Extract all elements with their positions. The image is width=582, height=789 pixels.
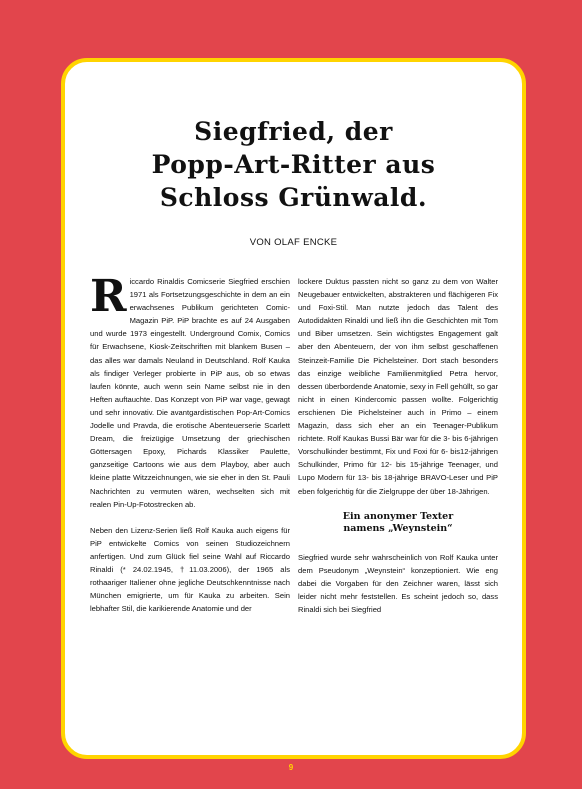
right-paragraph-2: Siegfried wurde sehr wahrscheinlich von Rolf Kauka unter dem Pseudonym „Weynstein“ konzeptioniert. Wie eng dabei die Vorgaben für den Zeichner waren, lässt sich leider nicht mehr feststellen. Es scheint jedoch so, dass Rinaldi sich bei Siegfried — [298, 552, 498, 614]
left-paragraph-1-text: iccardo Rinaldis Comicserie Siegfried erschien 1971 als Fortsetzungsgeschichte in dem an ein erwachsenes Publikum gerichteten Comic-Magazin PiP. PiP brachte es auf 24 Ausgaben und wurde 1973 eingestellt. Underground Comix, Comics für Erwachsene, Kiosk-Zeitschriften mit blankem Busen – das alles war damals Neuland in Deutschland. Rolf Kauka als findiger Verleger probierte in PiP aus, ob so etwas laufen könnte, auch wenn sein Name selbst nie in den Heften auftauchte. Das Konzept von PiP war vage, gewagt und sehr innovativ. Die avantgardistischen Pop-Art-Comics Jodelle und Pravda, die erotische Abenteuerserie Scarlett Dream, die freizügige Umsetzung der griechischen Göttersagen Epoxy, Pichards Klassiker Paulette, ganzseitige Cartoons wie aus dem Playboy, aber auch kleine platte Witzzeichnungen, wie sie eher in den St. Pauli Nachrichten zu vermuten wären, wechselten sich mit realen Pin-Up-Fotostrecken ab. — [90, 277, 290, 509]
drop-cap: R — [90, 271, 127, 322]
title-line-2: Popp-Art-Ritter aus — [151, 150, 436, 179]
article-title — [65, 115, 522, 214]
left-paragraph-1 — [90, 271, 290, 511]
page-number: 9 — [288, 763, 294, 772]
byline: VON OLAF ENCKE — [249, 237, 338, 248]
right-paragraph-1: lockere Duktus passten nicht so ganz zu dem von Walter Neugebauer entwickelten, abstrakteren und flächigeren Fix und Foxi-Stil. Man nutzte jedoch das Talent des Autodidakten Rinaldi und ließ ihn die Geschichten mit Tom und Biber umsetzen. Sein wichtigstes Engagement galt aber den Abenteuern, der von ihm selbst geschaffenen Steinzeit-Familie Die Pichelsteiner. Dort stach besonders das einzige weibliche Familienmitglied Petra hervor, dessen überbordende Anatomie, sexy in Fell gehüllt, so gar nicht in einen Kindercomic passen wollte. Folgerichtig erschienen Die Pichelsteiner auch in Primo – einem Magazin, dass sich eher an ein Teenager-Publikum richtete. Rolf Kaukas Bussi Bär war für die 3- bis 6-jährigen Vorschulkinder bestimmt, Fix und Foxi für 6- bis12-jährigen Schulkinder, Primo für 12- bis 15-jährige Teenager, und Lupo Modern für 13- bis 18-jährige BRAVO-Leser und PiP eben folgerichtig für die Zielgruppe der über 18-Jährigen. — [298, 277, 498, 496]
right-column — [298, 275, 498, 629]
subheading-line-1: Ein anonymer Texter — [342, 510, 454, 522]
title-line-1: Siegfried, der — [194, 117, 393, 146]
left-column — [90, 271, 290, 628]
article-card — [61, 58, 526, 759]
left-paragraph-2: Neben den Lizenz-Serien ließ Rolf Kauka auch eigens für PiP entwickelte Comics von seinen Studiozeichnern anfertigen. Und zum Glück fiel seine Wahl auf Riccardo Rinaldi (* 24.02.1945, †11.03.2006), der 1965 als rothaariger Italiener ohne jegliche Deutschkenntnisse nach München emigrierte, um für Kauka zu arbeiten. Sein lebhafter Stil, die karikierende Anatomie und der — [90, 525, 290, 614]
subheading-line-2: namens „Weynstein“ — [343, 522, 453, 534]
subheading — [298, 511, 498, 535]
title-line-3: Schloss Grünwald. — [159, 183, 428, 212]
